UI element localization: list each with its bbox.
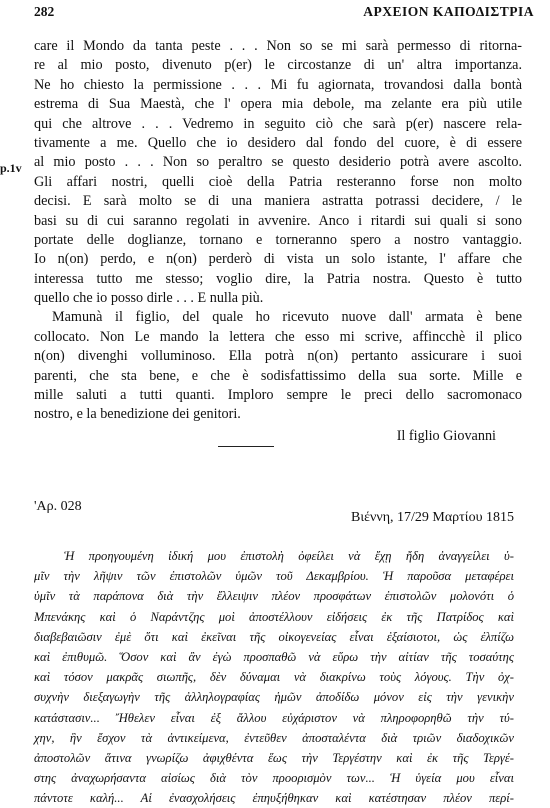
- text-line: Mamunà il figlio, del quale ho ricevuto nuove dall' armata è bene: [52, 309, 522, 326]
- section-divider: [218, 446, 274, 447]
- text-line: quello che io posso dirle . . . E nulla più.: [34, 290, 264, 307]
- italian-paragraph-1: [34, 37, 522, 308]
- document-number: 'Αρ. 028: [34, 499, 82, 514]
- text-line: ἀποστολῶν ἅτινα γνωρίζω ἀφιχθέντα ἕως τὴν Τεργέστην καὶ ἐκ τῆς Τεργέ-: [34, 750, 514, 765]
- text-line: care il Mondo da tanta peste . . . Non so se mi sarà permesso di ritorna-: [34, 38, 522, 54]
- text-line: Gli affari nostri, quelli cioè della Patria resteranno forse non molto: [34, 173, 522, 190]
- text-line: μῖν τὴν λῆψιν τῶν ἐπιστολῶν ὑμῶν τοῦ Δεκαμβρίου. Ἡ παροῦσα μεταφέρει: [34, 569, 514, 584]
- page-number: 282: [34, 4, 55, 19]
- signature: Il figlio Giovanni: [396, 427, 496, 444]
- text-line: Μπενάκης καὶ ὁ Ναράντζης μοὶ ἀποστέλλουν εἰδήσεις ἐκ τῆς Πατρίδος καὶ: [34, 609, 514, 624]
- text-line: al mio posto . . . Non so peraltro se questo desiderio potrà avere ascolto.: [34, 154, 522, 171]
- text-line: nostro, e la benedizione dei genitori.: [34, 406, 241, 423]
- text-line: basi su di cui saranno regolati in avvenire. Anco i ritardi sui quali si sono: [34, 212, 522, 229]
- text-line: collocato. Non Le mando la lettera che esso mi scrive, affincchè il plico: [34, 328, 522, 345]
- text-line: portate delle doglianze, tornano e torneranno spero a nostro vantaggio.: [34, 231, 522, 248]
- text-line: διαβεβαιῶσιν ἐμὲ ὅτι καὶ ἐκεῖναι τῆς οἰκογενείας εἶναι ἐξαίσιοτοι, ὡς ἐλπίζω: [34, 629, 514, 644]
- text-line: Ἡ προηγουμένη ἰδική μου ἐπιστολὴ ὀφείλει νὰ ἔχῃ ἤδη ἀναγγείλει ὑ-: [64, 549, 514, 563]
- italian-paragraph-2: [34, 308, 522, 424]
- italian-letter: [34, 37, 522, 446]
- greek-letter: [34, 546, 514, 808]
- text-line: Ne ho chiesto la permissione . . . Mi fu agiornata, trovandosi dalla bontà: [34, 76, 522, 93]
- text-line: qui che altrove . . . Vedremo in seguito ciò che sarà p(er) nascere rela-: [34, 115, 522, 132]
- text-line: Io n(on) perdo, e n(on) perderò di vista un solo istante, l' affare che: [34, 251, 522, 268]
- text-line: κατάστασιν... Ἤθελεν εἶναι ἐξ ἄλλου εὐχάριστον νὰ πληροφορηθῶ τὴν τύ-: [34, 710, 514, 725]
- text-line: parenti, che sta bene, e che è sodisfattissimo della sua sorte. Mille e: [34, 367, 522, 384]
- folio-margin-note: p.1v: [0, 161, 22, 175]
- text-line: n(on) divenghi volluminoso. Ella potrà n(on) pertanto assicurare i suoi: [34, 348, 522, 365]
- document-dateline: Βιέννη, 17/29 Μαρτίου 1815: [351, 510, 514, 525]
- text-line: στης ἀναχωρήσαντα αἰσίως διὰ τὸν προορισμὸν των... Ἡ ὑγεία μου εἶναι: [34, 771, 514, 786]
- text-line: ὑμῖν τὰ παράπονα διὰ τὴν ἔλλειψιν πλέον προσφάτων ἐπιστολῶν μολονότι ὁ: [34, 589, 514, 604]
- running-title: ΑΡΧΕΙΟΝ ΚΑΠΟΔΙΣΤΡΙΑ: [363, 4, 534, 19]
- text-line: καὶ τόσον μακρᾶς σιωπῆς, δὲν δύναμαι νὰ διακρίνω τοὺς λόγους. Τὴν ὀχ-: [34, 670, 514, 685]
- text-line: re al mio posto, divenuto p(er) le circostanze di un' altra importanza.: [34, 57, 522, 74]
- text-line: χην, ἣν ἔσχον τὰ ἀντικείμενα, ἐντεῦθεν ἀποσταλέντα διὰ τριῶν διαδοχικῶν: [34, 730, 514, 745]
- text-line: tivamente a me. Quello che io desidero dal fondo del cuore, è di essere: [34, 134, 522, 151]
- text-line: καὶ ἐπιθυμῶ. Ὅσον καὶ ἂν ἐγὼ προσπαθῶ νὰ εὕρω τὴν αἰτίαν τῆς τοσαύτης: [34, 649, 514, 664]
- text-line: interessa tutto me stesso; voglio dire, la Patria nostra. Questo è tutto: [34, 270, 522, 287]
- text-line: συχνὴν διεξαγωγὴν τῆς ἀλληλογραφίας ἡμῶν ἀποδίδω μόνον εἰς τὴν γενικὴν: [34, 690, 514, 705]
- text-line: πάντοτε καλή... Αἱ ἐνασχολήσεις ἐπηυξήθηκαν καὶ κατέστησαν πλέον περί-: [34, 791, 514, 806]
- text-line: mille saluti a tutti quanti. Imploro sempre le preci dello sacromonaco: [34, 387, 522, 404]
- text-line: estrema di Sua Maestà, che l' opera mia debole, ma zelante era più utile: [34, 96, 522, 113]
- text-line: decisi. E sarà molto se di una maniera astratta potrassi decidere, / le: [34, 193, 522, 210]
